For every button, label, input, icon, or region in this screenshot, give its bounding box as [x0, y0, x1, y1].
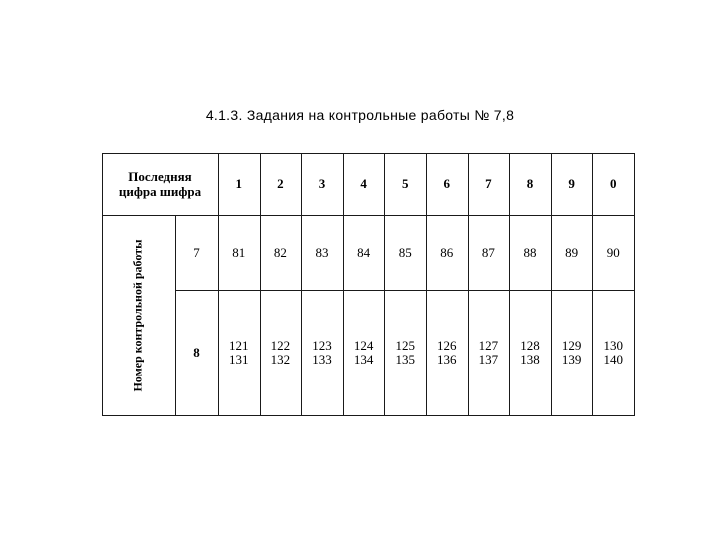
cell-value: 84 — [357, 244, 371, 260]
cell-value: 83 — [315, 244, 329, 260]
row-label: 7 — [193, 244, 200, 260]
table-cell — [468, 215, 510, 290]
column-header: 1 — [235, 176, 243, 191]
cell-value: 127 — [478, 337, 499, 353]
table-cell — [384, 290, 426, 415]
table-cell — [343, 215, 385, 290]
column-header: 7 — [485, 176, 492, 191]
cell-value: 90 — [606, 244, 620, 260]
table-cell — [218, 290, 260, 415]
cell-value: 82 — [273, 244, 287, 260]
cell-value: 132 — [270, 351, 291, 367]
cell-value: 124 — [353, 337, 374, 353]
corner-label-line2: цифра шифра — [118, 184, 202, 199]
cell-value: 88 — [523, 244, 537, 260]
column-header: 5 — [401, 176, 409, 191]
cell-value: 89 — [565, 244, 579, 260]
cell-value: 135 — [395, 351, 415, 367]
cell-value: 138 — [520, 351, 540, 367]
table-cell — [468, 290, 510, 415]
cell-value: 128 — [520, 337, 540, 353]
table-cell — [260, 290, 302, 415]
table-cell — [426, 290, 468, 415]
table-border-right — [634, 153, 635, 415]
cell-value: 85 — [398, 244, 412, 260]
cell-value: 136 — [437, 351, 457, 367]
cell-value: 121 — [229, 337, 249, 353]
table-cell — [592, 215, 634, 290]
page-title: 4.1.3. Задания на контрольные работы № 7,8 — [205, 107, 515, 123]
table-cell — [260, 215, 302, 290]
cell-value: 131 — [229, 351, 249, 367]
table-cell — [509, 215, 551, 290]
table-border-bottom — [102, 415, 635, 416]
table-cell — [592, 290, 634, 415]
table-cell — [301, 290, 343, 415]
column-header: 8 — [526, 176, 534, 191]
table-cell — [551, 290, 593, 415]
cell-value: 86 — [440, 244, 454, 260]
side-label — [102, 215, 174, 415]
column-header: 2 — [277, 176, 284, 191]
cell-value: 87 — [481, 244, 495, 260]
cell-value: 134 — [353, 351, 374, 367]
table-cell — [384, 215, 426, 290]
table-cell — [343, 290, 385, 415]
column-header: 4 — [360, 176, 367, 191]
table-border-left — [102, 153, 103, 415]
cell-value: 81 — [232, 244, 246, 260]
cell-value: 133 — [312, 351, 332, 367]
cell-value: 123 — [312, 337, 332, 353]
column-header: 6 — [443, 176, 451, 191]
table-cell — [551, 215, 593, 290]
corner-header — [102, 153, 218, 215]
column-header: 3 — [318, 176, 326, 191]
table-cell — [509, 290, 551, 415]
column-header: 0 — [609, 176, 617, 191]
corner-label-line1: Последняя — [128, 169, 192, 184]
cell-value: 125 — [395, 337, 415, 353]
table-cell — [301, 215, 343, 290]
cell-value: 130 — [603, 337, 623, 353]
cell-value: 122 — [270, 337, 291, 353]
side-label-text: Номер контрольной работы — [130, 238, 145, 392]
row-label: 8 — [193, 344, 200, 360]
cell-value: 129 — [561, 337, 582, 353]
column-header: 9 — [568, 176, 575, 191]
cell-value: 140 — [603, 351, 623, 367]
table-cell — [218, 215, 260, 290]
cell-value: 137 — [478, 351, 499, 367]
table-cell — [426, 215, 468, 290]
cell-value: 139 — [561, 351, 582, 367]
cell-value: 126 — [437, 337, 457, 353]
